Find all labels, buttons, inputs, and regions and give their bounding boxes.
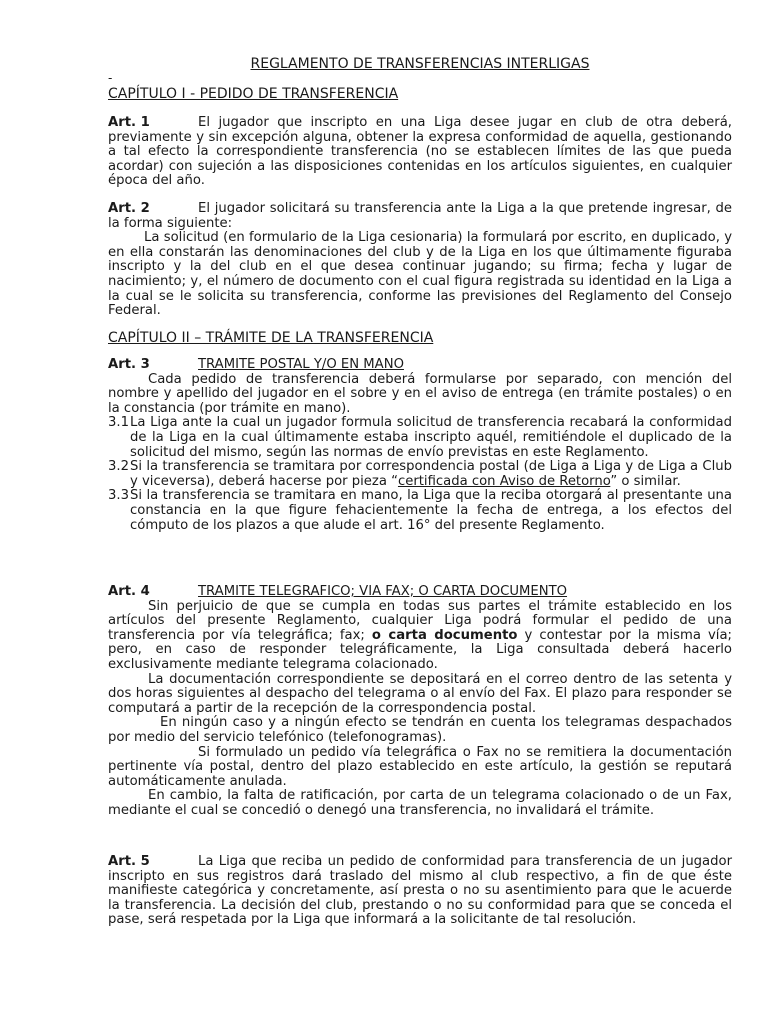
article-1-label: Art. 1 — [108, 115, 150, 130]
certified-mail-link: certificada con Aviso de Retorno — [397, 473, 611, 489]
article-4-paragraph-1 — [108, 600, 732, 673]
article-5 — [108, 855, 732, 928]
separator-dash: - — [108, 71, 113, 85]
item-number: 3.1 — [108, 415, 129, 431]
p1-bold: o carta documento — [371, 627, 518, 643]
item-text — [130, 460, 732, 489]
article-3 — [108, 358, 732, 533]
item-text: Si la transferencia se tramitara en mano, la Liga que la reciba otorgará al presentante una constancia en la que figure fehacientemente la fecha de entrega, a los efectos del cómputo de los plazos a que alude el art. 16° del presente Reglamento. — [130, 488, 732, 533]
list-item — [108, 489, 732, 533]
article-4 — [108, 585, 732, 819]
item-number: 3.3 — [108, 488, 129, 504]
article-4-label: Art. 4 — [108, 584, 150, 599]
item-text: La Liga ante la cual un jugador formula solicitud de transferencia recabará la conformidad de la Liga en la cual últimamente estaba inscripto aquél, remitiéndole el duplicado de la solicitud del mismo, según las normas de envío previstas en este Reglamento. — [130, 415, 732, 460]
article-5-label: Art. 5 — [108, 854, 150, 869]
item-text-pre: Si la transferencia se tramitara por correspondencia postal (de Liga a Liga y de Liga a Club y viceversa), deberá hacerse por pieza “ — [130, 459, 732, 489]
list-item — [108, 460, 732, 489]
item-number: 3.2 — [108, 459, 129, 475]
article-3-heading: TRAMITE POSTAL Y/O EN MANO — [198, 357, 404, 372]
article-4-paragraph-3: En ningún caso y a ningún efecto se tendrán en cuenta los telegramas despachados por medio del servicio telefónico (telefonogramas). — [108, 715, 732, 745]
article-5-text: La Liga que reciba un pedido de conformidad para transferencia de un jugador inscripto en sus registros dará traslado del mismo al club respectivo, a fin de que éste manifieste categórica y concretamente, así presta o no su asentimiento para que le acuerde la transferencia. La decisión del club, prestando o no su conformidad para que se conceda el pase, será respetada por la Liga que informará a la solicitante de tal resolución. — [108, 854, 732, 928]
item-text-post: ” o similar. — [610, 473, 681, 489]
article-2 — [108, 202, 732, 319]
document-title: REGLAMENTO DE TRANSFERENCIAS INTERLIGAS — [250, 56, 590, 72]
chapter-2-heading: CAPÍTULO II – TRÁMITE DE LA TRANSFERENCIA — [108, 330, 434, 346]
article-2-label: Art. 2 — [108, 201, 150, 216]
article-4-heading: TRAMITE TELEGRAFICO; VIA FAX; O CARTA DOCUMENTO — [198, 584, 568, 599]
article-1 — [108, 116, 732, 189]
article-3-label: Art. 3 — [108, 357, 150, 372]
article-4-paragraph-2: La documentación correspondiente se depositará en el correo dentro de las setenta y dos horas siguientes al despacho del telegrama o al envío del Fax. El plazo para responder se computará a partir de la recepción de la correspondencia postal. — [108, 671, 732, 716]
article-4-paragraph-4: Si formulado un pedido vía telegráfica o Fax no se remitiera la documentación pertinente vía postal, dentro del plazo establecido en este artículo, la gestión se reputará automáticamente anulada. — [108, 744, 732, 789]
article-4-paragraph-5: En cambio, la falta de ratificación, por carta de un telegrama colacionado o de un Fax, mediante el cual se concedió o denegó una transferencia, no invalidará el trámite. — [108, 788, 732, 818]
list-item — [108, 416, 732, 460]
article-3-intro: Cada pedido de transferencia deberá formularse por separado, con mención del nombre y apellido del jugador en el sobre y en el aviso de entrega (en trámite postales) o en la constancia (por trámite en mano). — [108, 371, 732, 416]
article-2-text: El jugador solicitará su transferencia ante la Liga a la que pretende ingresar, de la forma siguiente: — [108, 201, 732, 231]
chapter-1-heading: CAPÍTULO I - PEDIDO DE TRANSFERENCIA — [108, 86, 399, 102]
p1-post: y contestar por la misma vía; pero, en caso de responder telegráficamente, la Liga consultada deberá hacerlo exclusivamente mediante telegrama colacionado. — [108, 627, 732, 672]
p1-pre: Sin perjuicio de que se cumpla en todas sus partes el trámite establecido en los artículos del presente Reglamento, cualquier Liga podrá formular el pedido de una transferencia por vía telegráfica; fax; — [108, 598, 732, 643]
article-1-text: El jugador que inscripto en una Liga desee jugar en club de otra deberá, previamente y sin excepción alguna, obtener la expresa conformidad de aquella, gestionando a tal efecto la correspondiente transferencia (no se establecen límites de las que pueda acordar) con sujeción a las disposiciones contenidas en los artículos siguientes, en cualquier época del año. — [108, 115, 732, 189]
article-2-paragraph: La solicitud (en formulario de la Liga cesionaria) la formulará por escrito, en duplicado, y en ella constarán las denominaciones del club y de la Liga en los que últimamente figuraba inscripto y la del club en el que desea continuar jugando; su firma; fecha y lugar de nacimiento; y, el número de documento con el cual figura registrada su identidad en la Liga a la cual se le solicita su transferencia, conforme las previsiones del Reglamento del Consejo Federal. — [108, 230, 732, 319]
